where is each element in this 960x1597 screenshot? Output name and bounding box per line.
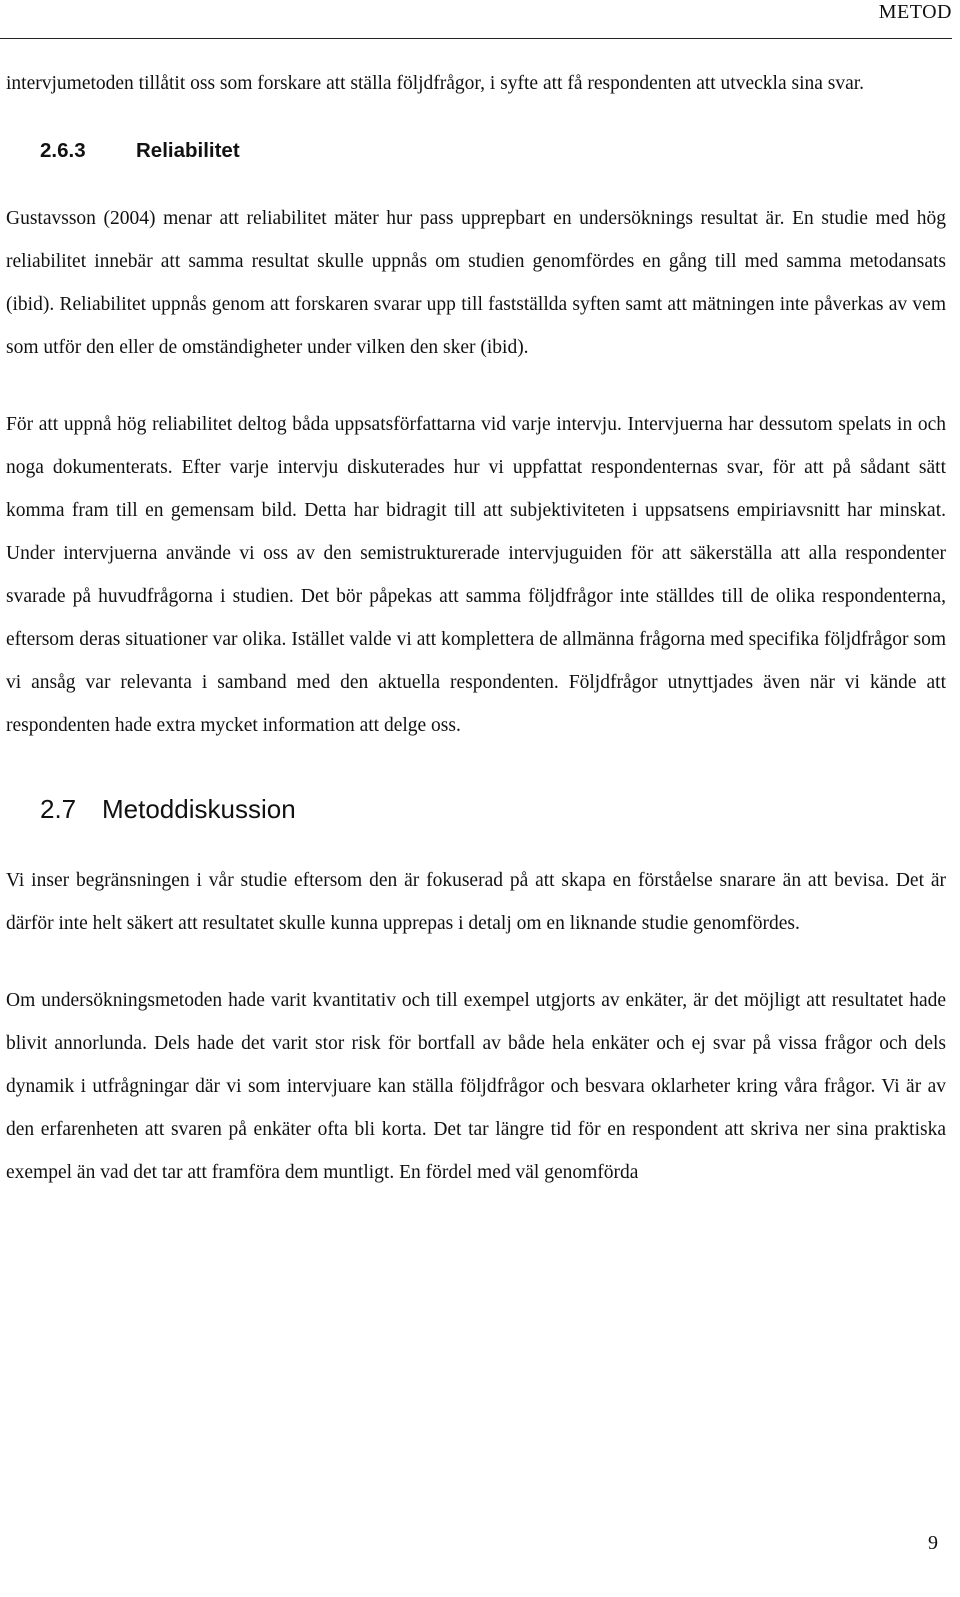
page-body <box>6 62 946 1194</box>
page-number: 9 <box>928 1532 938 1554</box>
heading-title: Reliabilitet <box>136 139 240 162</box>
paragraph-metoddiskussion-1: Vi inser begränsningen i vår studie eftersom den är fokuserad på att skapa en förståelse snarare än att bevisa. Det är därför inte helt säkert att resultatet skulle kunna upprepas i detalj om en liknande studie genomfördes. <box>6 870 946 934</box>
heading-number: 2.6.3 <box>40 139 86 162</box>
paragraph-reliabilitet-1: Gustavsson (2004) menar att reliabilitet mäter hur pass upprepbart en undersöknings resultat är. En studie med hög reliabilitet innebär att samma resultat skulle uppnås om studien genomfördes en gång till med samma metodansats (ibid). Reliabilitet uppnås genom att forskaren svarar upp till fastställda syften samt att mätningen inte påverkas av vem som utför den eller de omständigheter under vilken den sker (ibid). <box>6 208 946 358</box>
heading-metoddiskussion <box>6 789 946 829</box>
running-header: METOD <box>878 1 952 23</box>
heading-reliabilitet <box>6 131 946 171</box>
paragraph-metoddiskussion-2: Om undersökningsmetoden hade varit kvantitativ och till exempel utgjorts av enkäter, är det möjligt att resultatet hade blivit annorlunda. Dels hade det varit stor risk för bortfall av både hela enkäter och ej svar på vissa frågor och dels dynamik i utfrågningar där vi som intervjuare kan ställa följdfrågor och besvara oklarheter kring våra frågor. Vi är av den erfarenheten att svaren på enkäter ofta bli korta. Det tar längre tid för en respondent att skriva ner sina praktiska exempel än vad det tar att framföra dem muntligt. En fördel med väl genomförda <box>6 990 946 1183</box>
header-rule <box>0 38 952 39</box>
heading-title: Metoddiskussion <box>102 794 296 824</box>
paragraph-intro-continuation: intervjumetoden tillåtit oss som forskare att ställa följdfrågor, i syfte att få respondenten att utveckla sina svar. <box>6 73 865 94</box>
heading-number: 2.7 <box>40 794 77 824</box>
paragraph-reliabilitet-2: För att uppnå hög reliabilitet deltog båda uppsatsförfattarna vid varje intervju. Intervjuerna har dessutom spelats in och noga dokumenterats. Efter varje intervju diskuterades hur vi uppfattat respondenternas svar, för att på sådant sätt komma fram till en gemensam bild. Detta har bidragit till att subjektiviteten i uppsatsens empiriavsnitt har minskat. Under intervjuerna använde vi oss av den semistrukturerade intervjuguiden för att säkerställa att alla respondenter svarade på huvudfrågorna i studien. Det bör påpekas att samma följdfrågor inte ställdes till de olika respondenterna, eftersom deras situationer var olika. Istället valde vi att komplettera de allmänna frågorna med specifika följdfrågor som vi ansåg var relevanta i samband med den aktuella respondenten. Följdfrågor utnyttjades även när vi kände att respondenten hade extra mycket information att delge oss. <box>6 414 946 736</box>
